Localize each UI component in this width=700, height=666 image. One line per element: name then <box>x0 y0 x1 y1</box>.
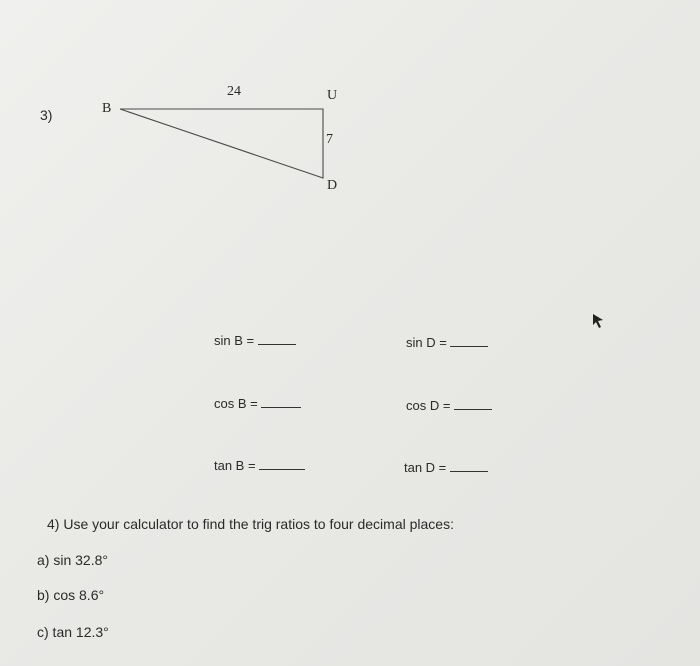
sin-d-answer-blank[interactable] <box>450 334 488 347</box>
cos-d-label: cos D = <box>406 398 451 413</box>
cursor-arrow-icon <box>591 313 605 329</box>
cos-b-label: cos B = <box>214 396 258 411</box>
sin-b-label: sin B = <box>214 333 255 348</box>
side-bu-length: 24 <box>227 84 241 99</box>
vertex-b-label: B <box>102 101 112 116</box>
tan-b-item <box>214 457 305 473</box>
sin-d-item <box>406 334 488 350</box>
triangle-edges <box>120 109 323 178</box>
side-ud-length: 7 <box>326 132 333 147</box>
problem-3-number: 3) <box>40 107 53 123</box>
tan-d-label: tan D = <box>404 460 447 475</box>
cos-d-answer-blank[interactable] <box>454 397 492 410</box>
tan-b-answer-blank[interactable] <box>259 457 305 470</box>
problem-4-item-b: b) cos 8.6° <box>37 587 105 603</box>
problem-4-item-a: a) sin 32.8° <box>37 552 108 568</box>
problem-4-item-c: c) tan 12.3° <box>37 624 109 640</box>
cos-b-item <box>214 395 301 411</box>
tan-d-answer-blank[interactable] <box>450 459 488 472</box>
cos-b-answer-blank[interactable] <box>261 395 301 408</box>
problem-4-prompt: 4) Use your calculator to find the trig ratios to four decimal places: <box>47 516 454 532</box>
sin-b-item <box>214 332 296 348</box>
sin-b-answer-blank[interactable] <box>258 332 296 345</box>
vertex-d-label: D <box>327 178 338 193</box>
sin-d-label: sin D = <box>406 335 447 350</box>
vertex-u-label: U <box>327 88 338 103</box>
tan-d-item <box>404 459 488 475</box>
cos-d-item <box>406 397 492 413</box>
tan-b-label: tan B = <box>214 458 256 473</box>
